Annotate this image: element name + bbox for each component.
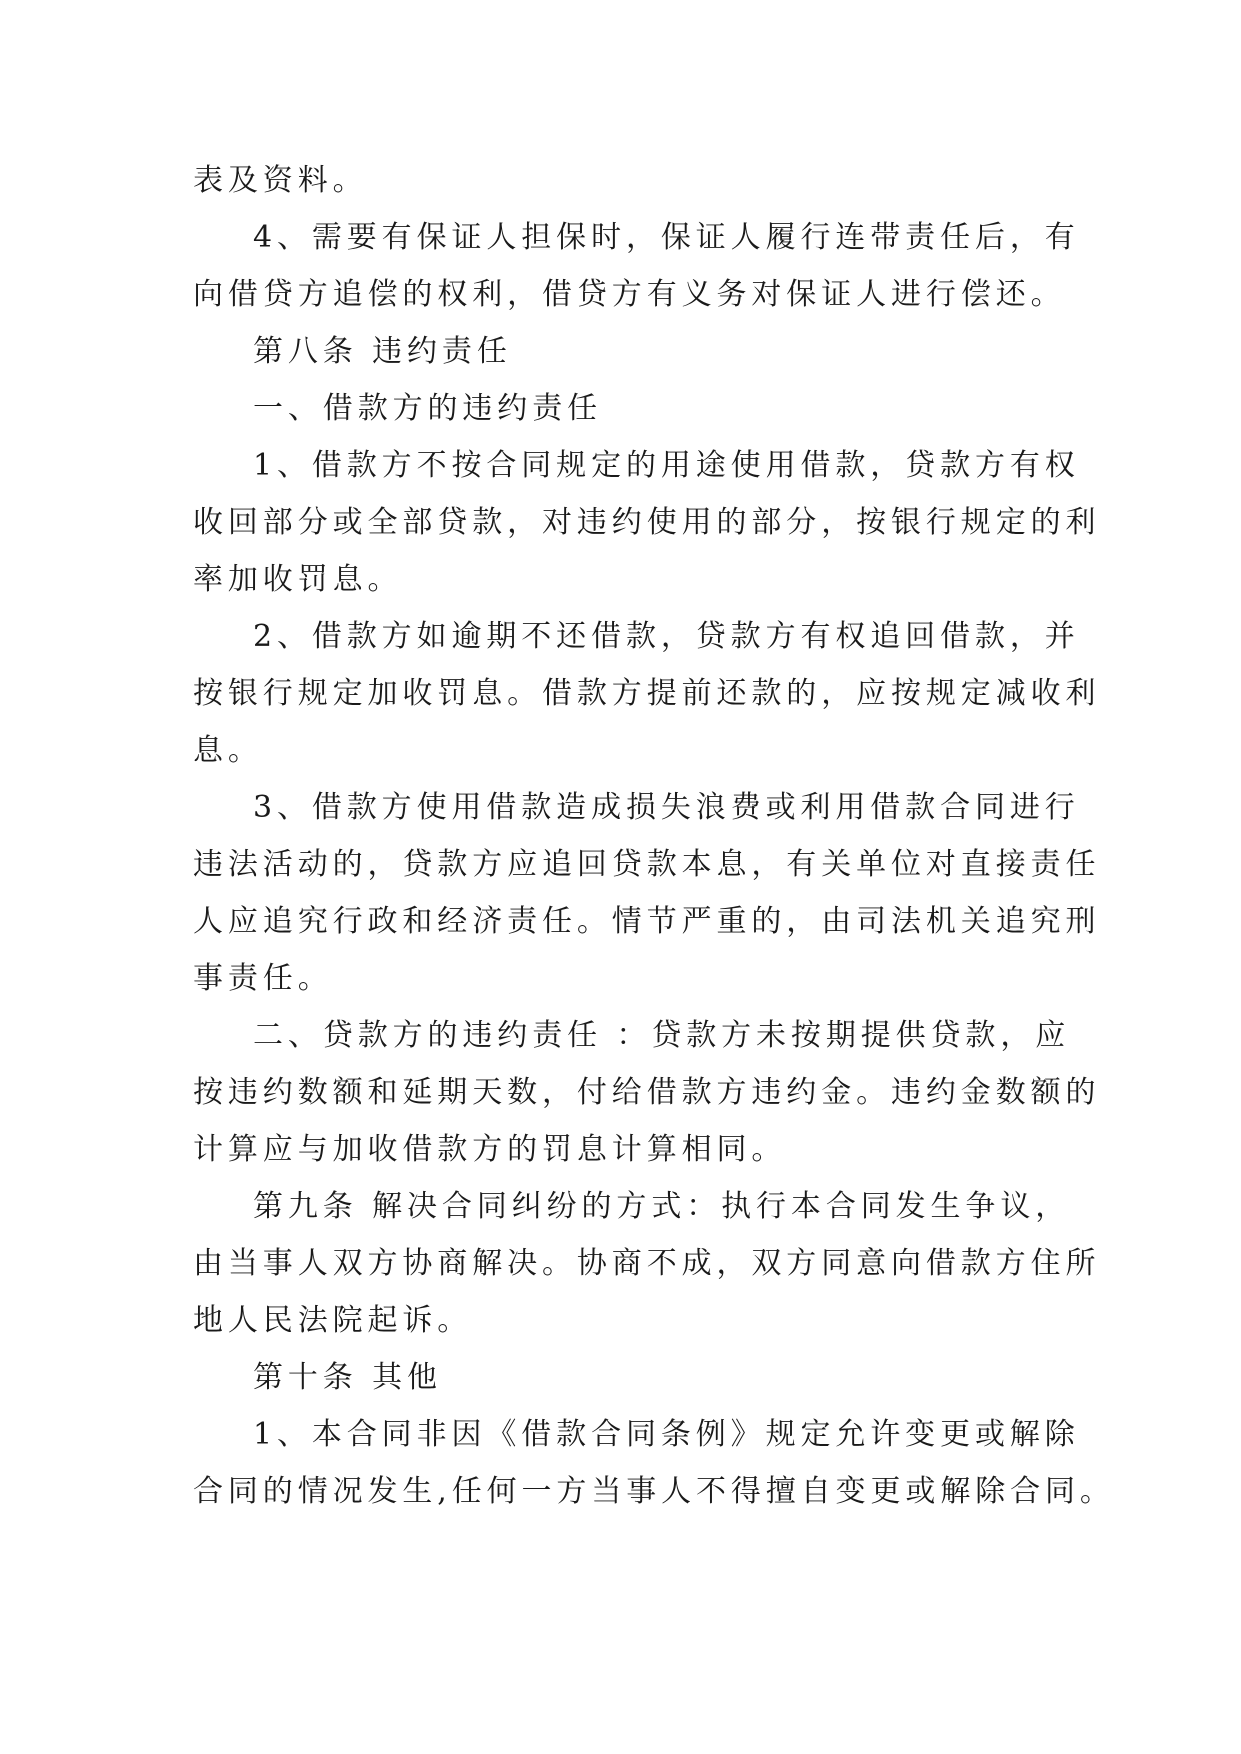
text-line: 息。 bbox=[193, 733, 263, 768]
section-heading: 第十条 其他 bbox=[253, 1360, 442, 1395]
text-line: 率加收罚息。 bbox=[193, 562, 403, 597]
text-line: 人应追究行政和经济责任。情节严重的，由司法机关追究刑 bbox=[193, 904, 1101, 939]
text-line: 1、借款方不按合同规定的用途使用借款，贷款方有权 bbox=[253, 448, 1080, 483]
text-line: 表及资料。 bbox=[193, 163, 368, 198]
subsection-heading: 一、借款方的违约责任 bbox=[253, 391, 602, 426]
text-line: 事责任。 bbox=[193, 961, 333, 996]
subsection-heading: 二、贷款方的违约责任 ：贷款方未按期提供贷款，应 bbox=[253, 1018, 1071, 1053]
text-line: 1、本合同非因《借款合同条例》规定允许变更或解除 bbox=[253, 1417, 1080, 1452]
section-heading: 第九条 解决合同纠纷的方式：执行本合同发生争议， bbox=[253, 1189, 1071, 1224]
text-line: 3、借款方使用借款造成损失浪费或利用借款合同进行 bbox=[253, 790, 1080, 825]
text-line: 按银行规定加收罚息。借款方提前还款的，应按规定减收利 bbox=[193, 676, 1101, 711]
text-line: 计算应与加收借款方的罚息计算相同。 bbox=[193, 1132, 787, 1167]
text-line: 合同的情况发生,任何一方当事人不得擅自变更或解除合同。 bbox=[193, 1474, 1115, 1509]
text-line: 由当事人双方协商解决。协商不成，双方同意向借款方住所 bbox=[193, 1246, 1101, 1281]
text-line: 违法活动的，贷款方应追回贷款本息，有关单位对直接责任 bbox=[193, 847, 1101, 882]
text-line: 向借贷方追偿的权利，借贷方有义务对保证人进行偿还。 bbox=[193, 277, 1066, 312]
section-heading: 第八条 违约责任 bbox=[253, 334, 512, 369]
text-line: 按违约数额和延期天数，付给借款方违约金。违约金数额的 bbox=[193, 1075, 1101, 1110]
text-line: 地人民法院起诉。 bbox=[193, 1303, 473, 1338]
text-line: 4、需要有保证人担保时，保证人履行连带责任后，有 bbox=[253, 220, 1080, 255]
text-line: 收回部分或全部贷款，对违约使用的部分，按银行规定的利 bbox=[193, 505, 1101, 540]
text-line: 2、借款方如逾期不还借款，贷款方有权追回借款，并 bbox=[253, 619, 1080, 654]
